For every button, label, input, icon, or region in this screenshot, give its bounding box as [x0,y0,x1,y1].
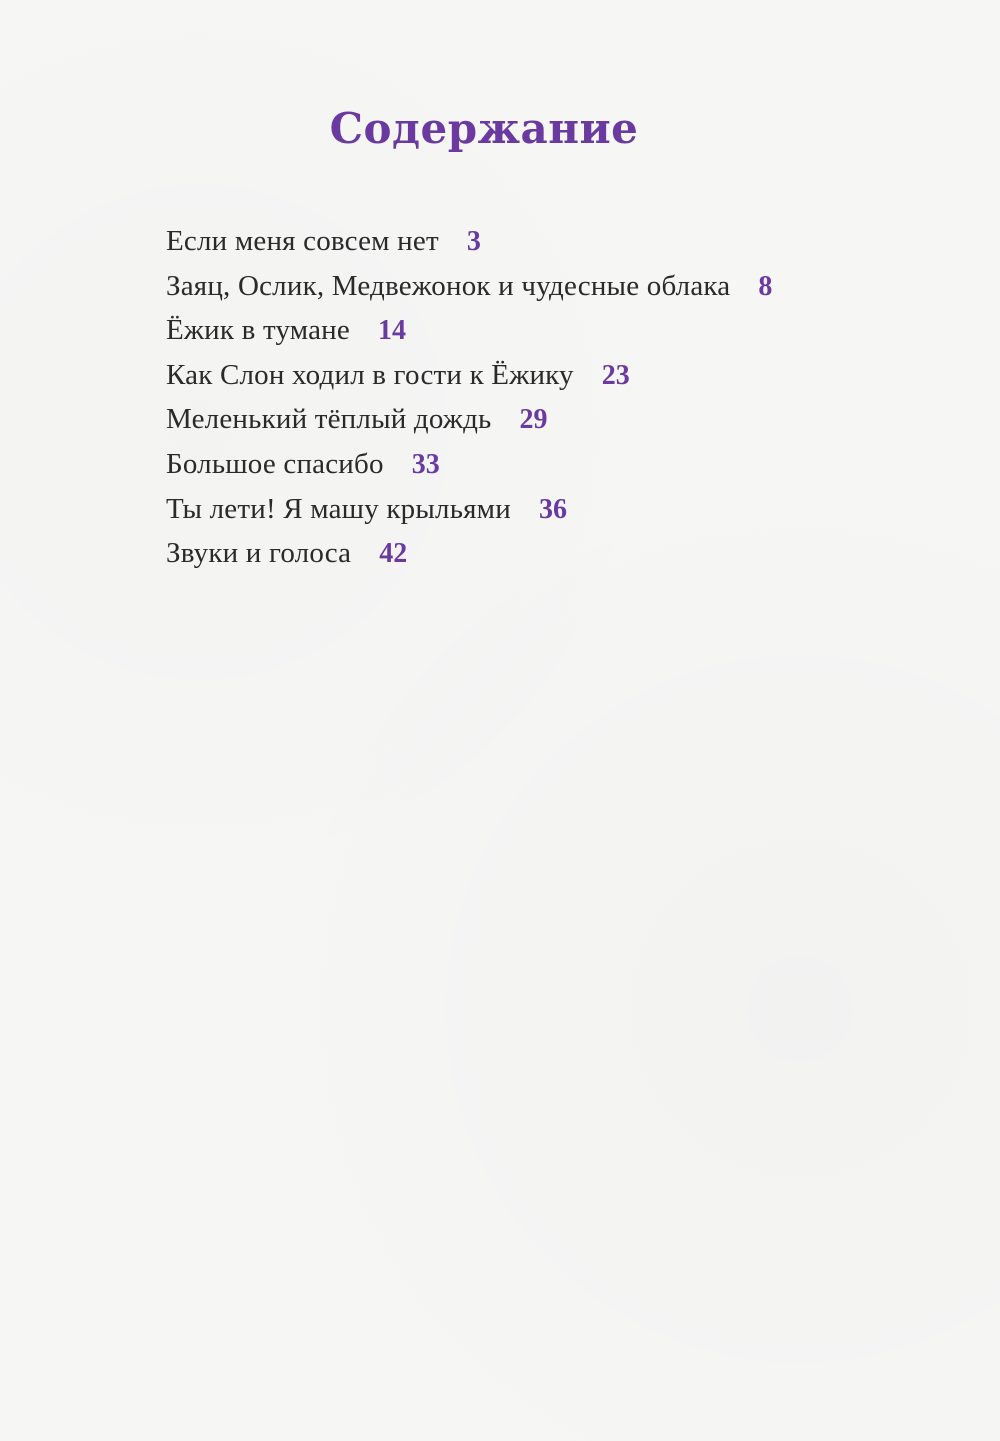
toc-entry-page: 42 [379,538,408,570]
toc-entry [166,531,772,576]
toc-entry-page: 14 [377,315,406,347]
toc-entry-title: Если меня совсем нет [166,225,439,257]
toc-entry-page: 33 [411,448,440,480]
toc-entry-title: Заяц, Ослик, Медвежонок и чудесные облака [166,269,731,302]
toc-entry [166,308,772,353]
toc-entry-title: Как Слон ходил в гости к Ёжику [166,358,574,391]
toc-entry-title: Ты лети! Я машу крыльями [166,492,511,525]
toc-entry-page: 3 [466,226,481,257]
toc-entry-title: Ёжик в тумане [166,314,350,347]
toc-entry-title: Звуки и голоса [166,537,352,570]
toc-entry-title: Большое спасибо [166,447,384,480]
toc-entry [166,353,772,398]
toc-entry-page: 36 [538,493,567,525]
toc-entry [166,487,772,532]
toc-entry-page: 23 [601,359,630,391]
toc-entry [166,264,772,309]
toc-entry-page: 8 [758,270,773,302]
toc-entry-page: 29 [519,404,548,436]
table-of-contents [166,219,772,576]
page-title: Содержание [329,104,639,153]
toc-entry [166,397,772,442]
toc-entry [166,219,772,264]
toc-entry-title: Меленький тёплый дождь [166,403,492,436]
toc-entry [166,442,772,487]
